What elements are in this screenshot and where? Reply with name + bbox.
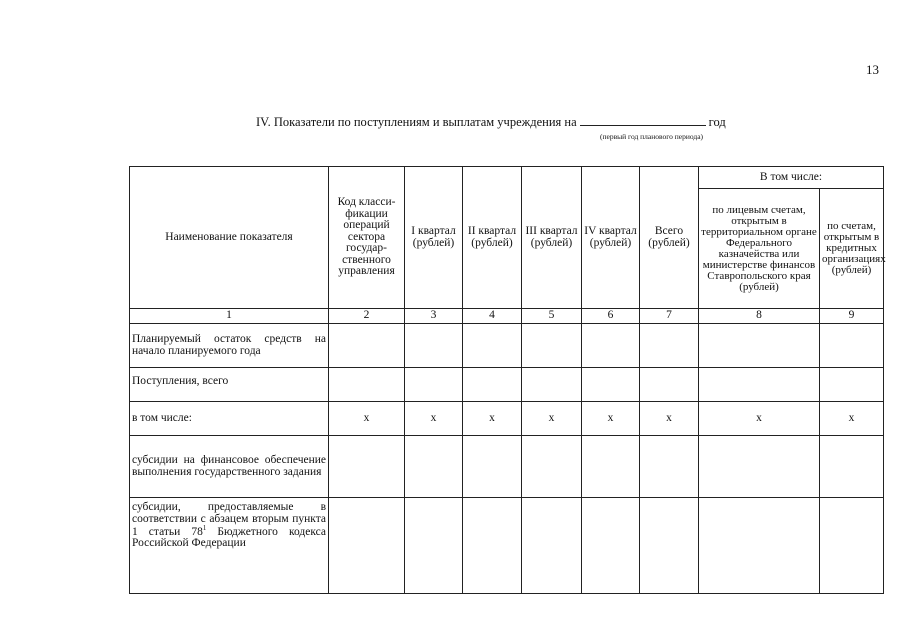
table-cell <box>640 368 699 402</box>
table-row <box>130 498 884 594</box>
year-blank-line <box>580 114 706 126</box>
column-number: 7 <box>640 309 699 324</box>
column-number: 4 <box>463 309 522 324</box>
row-label: Планируемый остаток средств на начало планируемого года <box>130 324 329 368</box>
section-heading <box>256 114 726 130</box>
table-cell <box>640 324 699 368</box>
header-q3: III квартал (рублей) <box>522 167 582 309</box>
table-cell <box>405 368 463 402</box>
column-numbers-row <box>130 309 884 324</box>
column-number: 1 <box>130 309 329 324</box>
indicators-table <box>129 166 884 594</box>
column-number: 9 <box>820 309 884 324</box>
table-cell <box>463 498 522 594</box>
table-cell <box>820 368 884 402</box>
header-q1: I квартал (рублей) <box>405 167 463 309</box>
table-cell <box>522 324 582 368</box>
table-cell <box>582 324 640 368</box>
table-cell <box>463 436 522 498</box>
row-label: Поступления, всего <box>130 368 329 402</box>
heading-note: (первый год планового периода) <box>600 132 704 141</box>
table-cell <box>699 498 820 594</box>
table-cell <box>582 436 640 498</box>
table-cell: х <box>820 402 884 436</box>
table-cell <box>405 436 463 498</box>
table-cell <box>405 498 463 594</box>
table-cell <box>820 324 884 368</box>
table-row <box>130 368 884 402</box>
column-number: 5 <box>522 309 582 324</box>
table-cell <box>329 368 405 402</box>
header-name: Наименование показателя <box>130 167 329 309</box>
table-cell <box>640 498 699 594</box>
column-number: 8 <box>699 309 820 324</box>
row-label: в том числе: <box>130 402 329 436</box>
table-cell <box>699 368 820 402</box>
row-label: субсидии на финансовое обеспечение выполнения государственного задания <box>130 436 329 498</box>
header-credit-accounts: по счетам, открытым в кредитных организациях (рублей) <box>820 189 884 309</box>
table-cell <box>699 436 820 498</box>
header-total: Всего (рублей) <box>640 167 699 309</box>
table-cell <box>463 324 522 368</box>
header-personal-accounts: по лицевым счетам, открытым в территориальном органе Федерального казначейства или министерстве финансов Ставропольского края (рублей) <box>699 189 820 309</box>
table-cell: х <box>640 402 699 436</box>
table-cell <box>699 324 820 368</box>
table-cell: х <box>699 402 820 436</box>
table-cell <box>582 368 640 402</box>
table-cell <box>640 436 699 498</box>
header-code: Код класси-фикации операций сектора государ-ственного управления <box>329 167 405 309</box>
table-cell <box>522 368 582 402</box>
table-cell <box>329 498 405 594</box>
table-cell: х <box>329 402 405 436</box>
column-number: 2 <box>329 309 405 324</box>
table-cell: х <box>463 402 522 436</box>
header-including: В том числе: <box>699 167 884 189</box>
table-cell <box>582 498 640 594</box>
table-cell <box>820 436 884 498</box>
table-cell: х <box>582 402 640 436</box>
column-number: 6 <box>582 309 640 324</box>
row-label <box>130 498 329 594</box>
column-number: 3 <box>405 309 463 324</box>
row-label-text-end: Бюджетного кодекса Российской Федерации <box>132 525 326 550</box>
header-q4: IV квартал (рублей) <box>582 167 640 309</box>
page-number: 13 <box>866 62 879 77</box>
footnote-mark: 1 <box>202 524 207 532</box>
table-cell <box>522 436 582 498</box>
table-row <box>130 402 884 436</box>
table-row <box>130 324 884 368</box>
table-row <box>130 436 884 498</box>
table-cell <box>463 368 522 402</box>
header-q2: II квартал (рублей) <box>463 167 522 309</box>
table-cell <box>329 324 405 368</box>
heading-prefix: IV. Показатели по поступлениям и выплатам учреждения на <box>256 115 577 129</box>
heading-suffix: год <box>708 115 726 129</box>
row-label-text: субсидии, предоставляемые в соответствии с абзацем вторым пункта 1 статьи 78 <box>132 501 326 538</box>
table-cell: х <box>405 402 463 436</box>
table-cell <box>405 324 463 368</box>
table-cell <box>522 498 582 594</box>
table-cell <box>329 436 405 498</box>
table-cell: х <box>522 402 582 436</box>
table-cell <box>820 498 884 594</box>
